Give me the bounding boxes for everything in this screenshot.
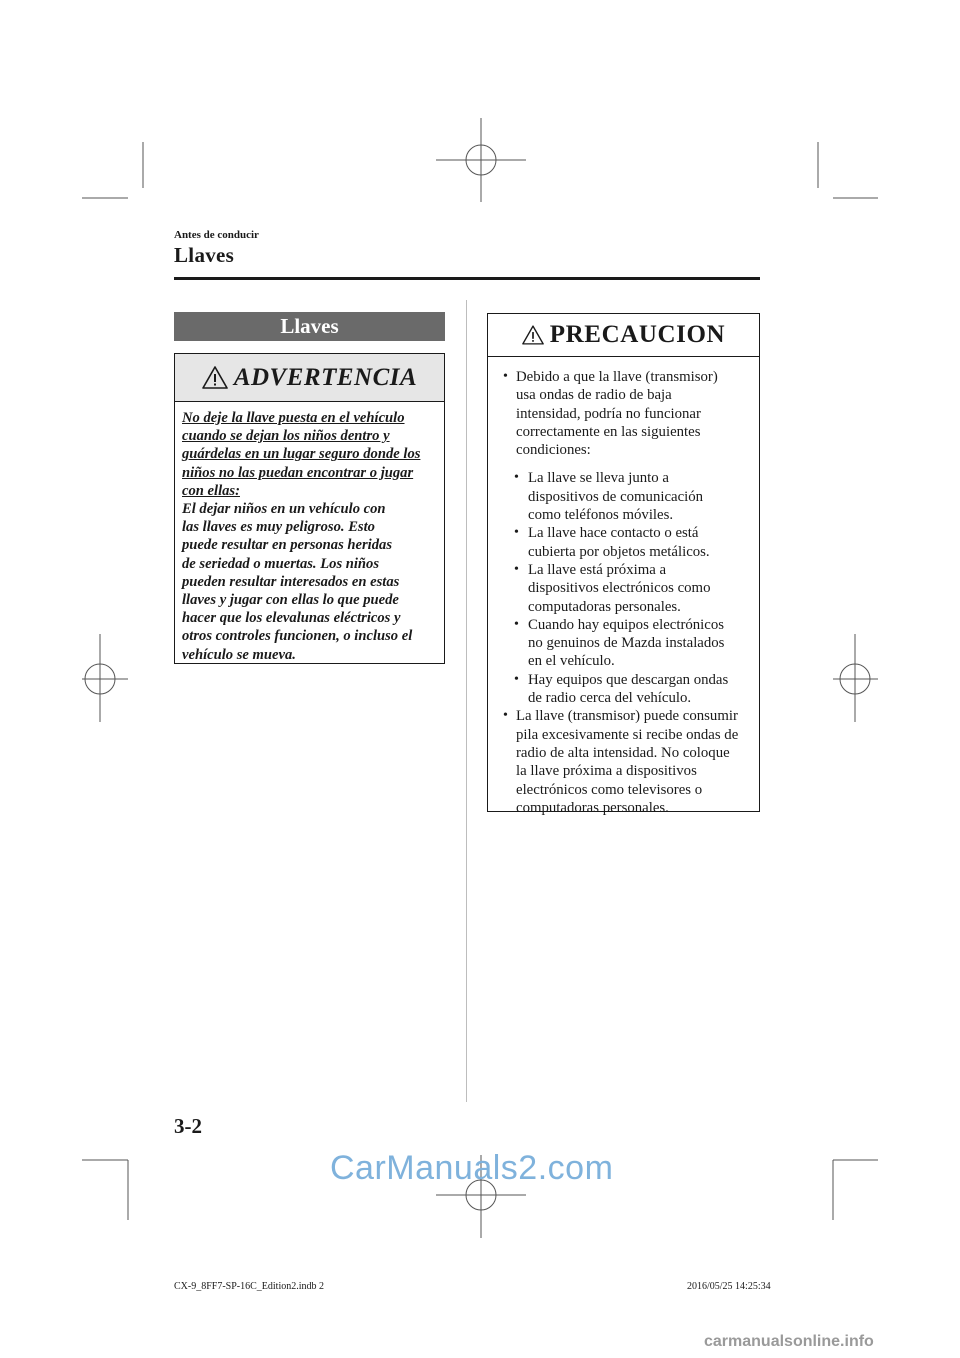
caution-line: electrónicos como televisores o [516,781,703,798]
caution-line: Hay equipos que descargan ondas [528,671,729,688]
caution-subitem [488,524,754,561]
caution-line: Debido a que la llave (transmisor) [516,369,718,385]
caution-line: radio de alta intensidad. No coloque [516,744,730,761]
warning-body-line: El dejar niños en un vehículo con [182,501,386,518]
caution-line: Cuando hay equipos electrónicos [528,616,725,633]
warning-lead [182,409,438,500]
warning-lead-line: niños no las puedan encontrar o jugar [182,464,414,481]
bullet-dot: • [503,708,508,724]
caution-line: La llave (transmisor) puede consumir [516,708,738,725]
bullet-dot: • [514,525,519,541]
page-number: 3-2 [174,1114,202,1138]
caution-text [488,357,759,817]
caution-line: usa ondas de radio de baja [516,387,672,404]
caution-line: dispositivos electrónicos como [528,580,711,597]
caution-subitem [488,469,754,524]
warning-lead-line: con ellas: [182,482,240,499]
caution-title: PRECAUCION [549,321,726,348]
caution-subitem [488,616,754,671]
caution-line: no genuinos de Mazda instalados [528,635,725,652]
caution-subitem [488,561,754,616]
warning-body-line: llaves y jugar con ellas lo que puede [182,592,399,609]
caution-line: de radio cerca del vehículo. [528,690,692,707]
caution-line: como teléfonos móviles. [528,507,674,524]
caution-line: dispositivos de comunicación [528,488,704,505]
warning-body-line: puede resultar en personas heridas [182,537,393,554]
warning-lead-line: guárdelas en un lugar seguro donde los [182,446,421,463]
warning-lead-line: cuando se dejan los niños dentro y [182,428,390,445]
caution-line: en el vehículo. [528,653,615,670]
caution-line: La llave está próxima a [528,561,667,578]
watermark-text: CarManuals2.com [330,1149,614,1187]
caution-bullet [488,368,754,459]
corner-watermark: carmanualsonline.info [704,1333,874,1350]
bullet-dot: • [514,671,519,687]
warning-triangle-icon [202,366,228,389]
warning-body-line: pueden resultar interesados en estas [182,573,400,590]
caution-line: la llave próxima a dispositivos [516,763,697,780]
warning-triangle-icon [522,325,544,345]
caution-sublist [488,469,754,707]
caution-bullet [488,707,754,817]
warning-lead-line: No deje la llave puesta en el vehículo [182,410,405,426]
warning-body-line: hacer que los elevalunas eléctricos y [182,610,401,627]
caution-line: La llave hace contacto o está [528,525,699,542]
warning-header [175,354,444,402]
caution-line: pila excesivamente si recibe ondas de [516,726,739,743]
warning-body-line: otros controles funcionen, o incluso el [182,628,413,645]
section-label: Antes de conducir [174,229,259,241]
bullet-dot: • [514,616,519,632]
warning-text [175,402,444,664]
caution-box [487,313,760,816]
caution-line: cubierta por objetos metálicos. [528,543,710,560]
bullet-dot: • [514,470,519,486]
warning-box [174,353,445,664]
warning-body-line: las llaves es muy peligroso. Esto [182,519,375,536]
warning-body-line: de seriedad o muertas. Los niños [182,555,380,572]
caution-line: intensidad, podría no funcionar [516,405,701,422]
bullet-dot: • [514,561,519,577]
bullet-dot: • [503,369,508,384]
caution-line: computadoras personales. [516,799,669,816]
column-divider [466,300,467,1102]
file-info: CX-9_8FF7-SP-16C_Edition2.indb 2 [174,1281,325,1292]
warning-title: ADVERTENCIA [233,363,418,391]
caution-line: computadoras personales. [528,598,681,615]
warning-body-line: vehículo se mueva. [182,646,296,663]
caution-line: condiciones: [516,442,591,459]
section-heading: Llaves [174,312,445,341]
header-rule [174,277,760,280]
caution-header [488,314,759,357]
print-timestamp: 2016/05/25 14:25:34 [687,1281,771,1292]
page-title: Llaves [174,243,235,267]
caution-subitem [488,671,754,708]
caution-line: La llave se lleva junto a [528,470,669,487]
caution-line: correctamente en las siguientes [516,423,701,440]
